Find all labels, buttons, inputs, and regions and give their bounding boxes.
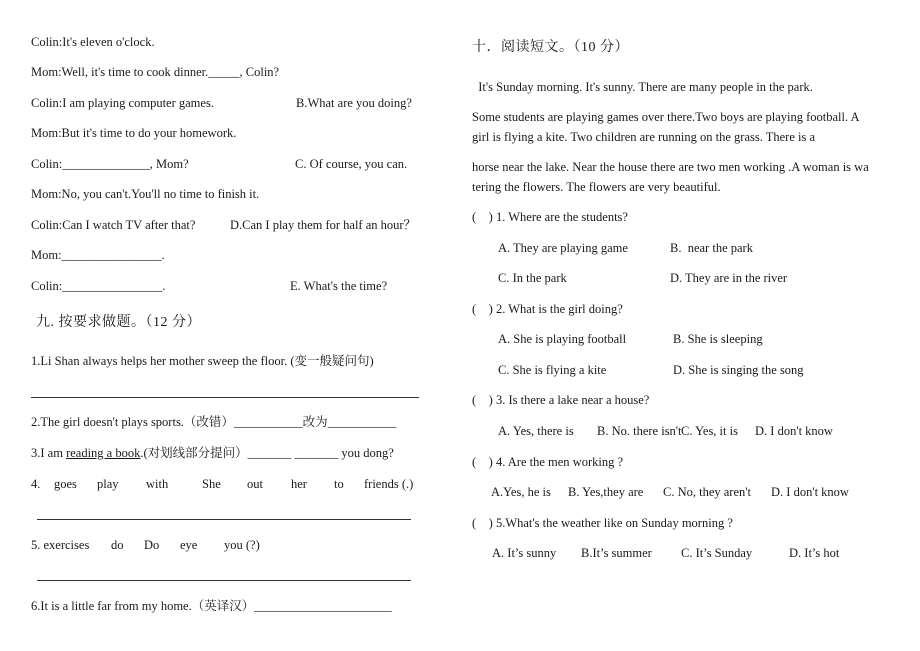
q4-option-b: B. Yes,they are <box>568 485 644 499</box>
dialogue-line-5: Colin:______________, Mom? <box>31 157 189 171</box>
q5-option-b: B.It’s summer <box>581 546 652 560</box>
option-e: E. What's the time? <box>290 279 388 293</box>
q5-option-d: D. It’s hot <box>789 546 840 560</box>
passage-line: It's Sunday morning. It's sunny. There are many people in the park. <box>472 80 813 94</box>
q4-word: with <box>146 477 169 491</box>
answer-line-4 <box>37 519 411 520</box>
reading-question-5: ( ) 5.What's the weather like on Sunday morning ? <box>472 516 733 530</box>
q5-option-c: C. It’s Sunday <box>681 546 753 560</box>
q5-word: Do <box>144 538 160 552</box>
dialogue-line-3: Colin:I am playing computer games. <box>31 96 214 110</box>
s9-question-3 <box>31 445 394 461</box>
reading-question-4: ( ) 4. Are the men working ? <box>472 455 624 469</box>
q1-option-b: B. near the park <box>670 241 753 255</box>
q5-option-a: A. It’s sunny <box>492 546 557 560</box>
q3-option-c: C. Yes, it is <box>681 424 738 438</box>
q2-option-d: D. She is singing the song <box>673 363 804 377</box>
dialogue-line-2: Mom:Well, it's time to cook dinner._____, Colin? <box>31 65 280 79</box>
reading-question-2: ( ) 2. What is the girl doing? <box>472 302 623 316</box>
q4-option-c: C. No, they aren't <box>663 485 751 499</box>
dialogue-line-8: Mom:________________. <box>31 248 165 262</box>
q3-underlined: reading a book <box>66 446 141 460</box>
passage-line: horse near the lake. Near the house there are two men working .A woman is wa <box>472 160 869 174</box>
q3-suffix: .(对划线部分提问）_______ _______ you dong? <box>140 446 394 460</box>
q4-option-d: D. I don't know <box>771 485 849 499</box>
q4-option-a: A.Yes, he is <box>491 485 551 499</box>
option-c: C. Of course, you can. <box>295 157 408 171</box>
reading-question-1: ( ) 1. Where are the students? <box>472 210 628 224</box>
q5-word: eye <box>180 538 198 552</box>
s9-question-6: 6.It is a little far from my home.（英译汉）______________________ <box>31 599 392 613</box>
q4-word: play <box>97 477 119 491</box>
dialogue-line-6: Mom:No, you can't.You'll no time to finish it. <box>31 187 260 201</box>
q1-option-c: C. In the park <box>498 271 567 285</box>
dialogue-line-1: Colin:It's eleven o'clock. <box>31 35 155 49</box>
q2-option-b: B. She is sleeping <box>673 332 763 346</box>
section-10-title: 十．阅读短文。（10 分） <box>472 40 629 55</box>
reading-question-3: ( ) 3. Is there a lake near a house? <box>472 393 650 407</box>
q4-word: her <box>291 477 307 491</box>
q3-option-a: A. Yes, there is <box>498 424 574 438</box>
q4-word: out <box>247 477 263 491</box>
answer-line-5 <box>37 580 411 581</box>
answer-line-1 <box>31 397 419 398</box>
s9-question-2: 2.The girl doesn't plays sports.（改错）___________改为___________ <box>31 415 397 429</box>
passage-line: Some students are playing games over there.Two boys are playing football. A <box>472 110 860 124</box>
q4-word: 4. <box>31 477 41 491</box>
q4-word: goes <box>54 477 77 491</box>
s9-question-1: 1.Li Shan always helps her mother sweep the floor. (变一般疑问句) <box>31 354 374 368</box>
option-d: D.Can I play them for half an hour？ <box>230 218 417 232</box>
q4-word: to <box>334 477 344 491</box>
q5-word: you (?) <box>224 538 260 552</box>
q2-option-a: A. She is playing football <box>498 332 627 346</box>
dialogue-line-4: Mom:But it's time to do your homework. <box>31 126 237 140</box>
q4-word: friends (.) <box>364 477 414 491</box>
q3-prefix: 3.I am <box>31 446 67 460</box>
q5-word: do <box>111 538 124 552</box>
q3-option-d: D. I don't know <box>755 424 833 438</box>
passage-line: girl is flying a kite. Two children are running on the grass. There is a <box>472 130 816 144</box>
dialogue-line-7: Colin:Can I watch TV after that? <box>31 218 196 232</box>
q1-option-a: A. They are playing game <box>498 241 628 255</box>
q3-option-b: B. No. there isn't <box>597 424 682 438</box>
option-b: B.What are you doing? <box>296 96 412 110</box>
passage-line: tering the flowers. The flowers are very beautiful. <box>472 180 721 194</box>
q5-word: 5. exercises <box>31 538 90 552</box>
q4-word: She <box>202 477 221 491</box>
section-9-title: 九. 按要求做题。（12 分） <box>36 315 201 330</box>
dialogue-line-9: Colin:________________. <box>31 279 166 293</box>
q1-option-d: D. They are in the river <box>670 271 788 285</box>
q2-option-c: C. She is flying a kite <box>498 363 607 377</box>
